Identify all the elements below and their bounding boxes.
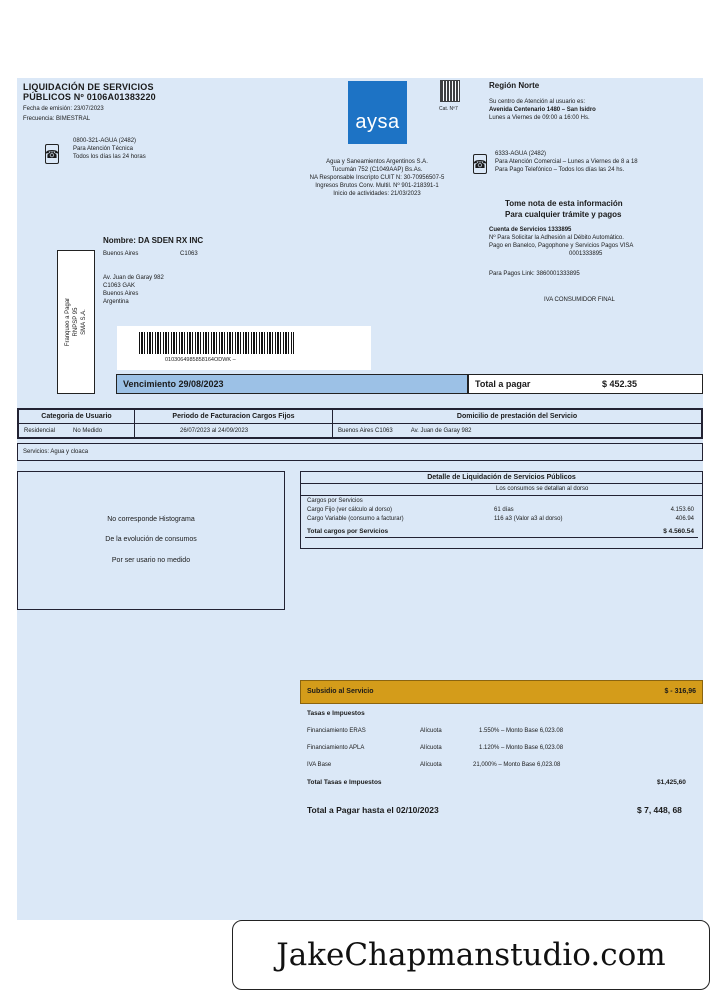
services-line: Servicios: Agua y cloaca — [17, 443, 703, 461]
postage-box: Franqueo a Pagar RNPSP 95 SMA S.A. — [57, 250, 95, 394]
tech-phone-block: 0800-321-AGUA (2482) Para Atención Técnica Todos los días las 24 horas — [73, 138, 146, 160]
detail-title: Detalle de Liquidación de Servicios Públicos — [301, 472, 702, 484]
due-date: Vencimiento 29/08/2023 — [116, 374, 468, 394]
billing-info-table — [17, 408, 703, 439]
total-to-pay: Total a pagar $ 452.35 — [468, 374, 703, 394]
phone-icon: ☎ — [473, 154, 487, 174]
header-address: Domicilio de prestación del Servicio — [333, 410, 702, 424]
frequency-line: Frecuencia: BIMESTRAL — [23, 116, 91, 122]
issue-date-line: Fecha de emisión: 23/07/2023 — [23, 106, 104, 112]
category-qr-icon — [440, 80, 460, 102]
aysa-logo: aysa — [348, 81, 407, 144]
grand-total-value: $ 7, 448, 68 — [637, 805, 682, 815]
tax-row: Financiamiento APLA — [307, 745, 365, 751]
customer-city-line: Buenos Aires C1063 — [103, 251, 198, 257]
taxes-total-label: Total Tasas e Impuestos — [307, 779, 382, 786]
note-title: Tome nota de esta información Para cualquier trámite y pagos — [505, 199, 623, 219]
tax-row: IVA Base — [307, 762, 332, 768]
company-info: Agua y Saneamientos Argentinos S.A. Tucumán 752 (C1049AAP) Bs.As. NA Responsable Inscripto CUIT N: 30-70956507-5 Ingresos Brutos Conv. Multil. Nº 901-218391-1 Inicio de actividades: 21/03/2023 — [309, 159, 445, 197]
barcode-icon — [139, 332, 294, 354]
detail-box: Detalle de Liquidación de Servicios Públicos Los consumos se detallan al dorso Cargos por Servicios Cargo Fijo (ver cálculo al dorso) 61 días 4.153.60 Cargo Variable (consumo a facturar) 116 a3 (Valor a3 al dorso) 406.94 Total cargos por Servicios $ 4.560.54 — [300, 471, 703, 549]
account-info: Cuenta de Servicios 1333895 Nº Para Solicitar la Adhesión al Débito Automático. Pago en Banelco, Pagophone y Servicios Pagos VISA 0001333895 — [489, 227, 634, 257]
taxes-total-value: $1,425,60 — [657, 779, 686, 786]
taxes-title: Tasas e Impuestos — [307, 710, 365, 717]
bill-sheet: LIQUIDACIÓN DE SERVICIOS PÚBLICOS Nº 0106A01383220 Fecha de emisión: 23/07/2023 Frecuencia: BIMESTRAL ☎ 0800-321-AGUA (2482) Para Atención Técnica Todos los días las 24 horas aysa Agua y Saneamientos Argentinos S.A. Tucumán 752 (C1049AAP) Bs.As. NA Responsable Inscripto CUIT N: 30-70956507-5 Ingresos Brutos Conv. Multil. Nº 901-218391-1 Inicio de actividades: 21/03/2023 Cat. Nº7 Región Norte Su centro de Atención al usuario es: Avenida Centenario 1480 – San Isidro Lunes a Viernes de 09:00 a 16:00 Hs. ☎ 6333-AGUA (2482) Para Atención Comercial – Lunes a Viernes de 8 a 18 Para Pago Telefónico – Todos los días las 24 hs. Tome nota de esta información Para cualquier trámite y pagos Cuenta de Servicios 1333895 Nº Para Solicitar la Adhesión al Débito Automático. Pago en Banelco, Pagophone y Servicios Pagos VISA 0001333895 Para Pagos Link: 3860001333895 IVA CONSUMIDOR FINAL Nombre: DA SDEN RX INC Buenos Aires C1063 Av. Juan de Garay 982 C1063 GAK Buenos Aires Argentina Franqueo a Pagar RNPSP 95 SMA S.A. 0103064985858164ODWK – Vencimiento 29/08/2023 Total a pagar $ 452.35 Categoria de Usuario Periodo de Facturacion Cargos Fijos Domicilio de prestación del Servicio Residencial No Medido 26/07/2023 al 24/09/2023 Buenos Aires C1063 Av. Juan de Garay 982 Servicios: Agua y cloaca No corresponde Histograma De la evolución de consumos Por ser usario no medido Detalle de Liquidación de Servicios Públicos Los consumos se detallan al dorso Cargos por Servicios Cargo Fijo (ver cálculo al dorso) 61 días 4.153.60 Cargo Variable (consumo a facturar) 116 a3 (Valor a3 al dorso) 406.94 Total cargos por Servicios $ 4.560.54 Subsidio al Servicio $ - 316,96 Tasas e Impuestos Financiamiento ERAS Alícuota 1.550% – Monto Base 6,023.08 Financiamiento APLA Alícuota 1.120% – Monto Base 6,023.08 IVA Base Alícuota 21,000% – Monto Base 6,023.08 Total Tasas e Impuestos $1,425,60 Total a Pagar hasta el 02/10/2023 $ 7, 448, 68 — [17, 78, 703, 920]
tax-status: IVA CONSUMIDOR FINAL — [544, 297, 615, 303]
phone-icon: ☎ — [45, 144, 59, 164]
customer-address: Av. Juan de Garay 982 C1063 GAK Buenos Aires Argentina — [103, 275, 164, 305]
bill-title: LIQUIDACIÓN DE SERVICIOS PÚBLICOS Nº 0106A01383220 — [23, 82, 156, 102]
barcode-box — [117, 326, 371, 370]
detail-subtitle: Los consumos se detallan al dorso — [301, 484, 702, 496]
grand-total-label: Total a Pagar hasta el 02/10/2023 — [307, 805, 439, 815]
category-label: Cat. Nº7 — [439, 106, 458, 112]
tax-row: Financiamiento ERAS — [307, 728, 366, 734]
link-payment: Para Pagos Link: 3860001333895 — [489, 271, 580, 277]
region-center: Su centro de Atención al usuario es: Avenida Centenario 1480 – San Isidro Lunes a Viernes de 09:00 a 16:00 Hs. — [489, 99, 596, 121]
table-row: Residencial No Medido 26/07/2023 al 24/09/2023 Buenos Aires C1063 Av. Juan de Garay 982 — [19, 424, 702, 438]
customer-name: Nombre: DA SDEN RX INC — [103, 236, 204, 245]
region-title: Región Norte — [489, 81, 540, 90]
subsidy-bar: Subsidio al Servicio $ - 316,96 — [300, 680, 703, 704]
histogram-box: No corresponde Histograma De la evolución de consumos Por ser usario no medido — [17, 471, 285, 610]
commercial-phone-block: 6333-AGUA (2482) Para Atención Comercial – Lunes a Viernes de 8 a 18 Para Pago Telefónico – Todos los días las 24 hs. — [495, 151, 638, 173]
watermark-label: JakeChapmanstudio.com — [232, 920, 710, 990]
header-period: Periodo de Facturacion Cargos Fijos — [135, 410, 333, 424]
barcode-text: 0103064985858164ODWK – — [165, 357, 236, 363]
header-category: Categoria de Usuario — [19, 410, 135, 424]
